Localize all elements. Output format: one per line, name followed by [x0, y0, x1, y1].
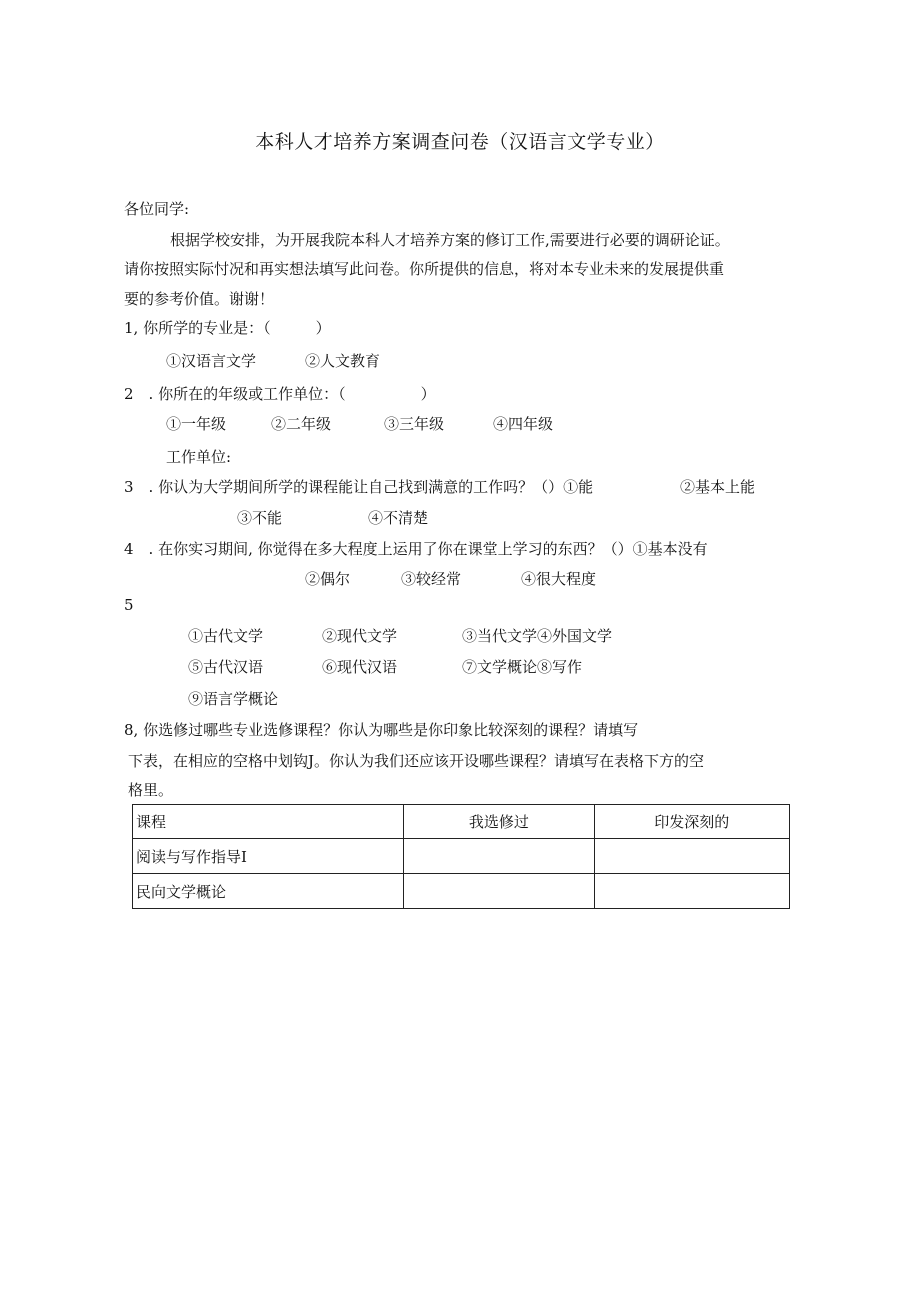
q4-option-2: ②偶尔	[305, 570, 351, 588]
q3-option-2: ②基本上能	[680, 478, 756, 496]
q2-option-1: ①一年级	[166, 415, 227, 433]
q2-option-4: ④四年级	[493, 415, 554, 433]
impressive-checkbox-cell[interactable]	[594, 874, 789, 909]
q3-option-3: ③不能	[237, 509, 283, 527]
q5-option-9: ⑨语言学概论	[188, 690, 279, 708]
taken-checkbox-cell[interactable]	[404, 874, 594, 909]
q5-option-3-4: ③当代文学④外国文学	[462, 627, 613, 645]
question-1: 1, 你所学的专业是：（ ）	[124, 319, 331, 337]
greeting: 各位同学:	[124, 200, 190, 218]
q1-option-1: ①汉语言文学	[166, 352, 257, 370]
q2-work-unit-label: 工作单位:	[166, 448, 232, 466]
impressive-checkbox-cell[interactable]	[594, 839, 789, 874]
q2-option-3: ③三年级	[384, 415, 445, 433]
q5-option-6: ⑥现代汉语	[322, 658, 398, 676]
taken-checkbox-cell[interactable]	[404, 839, 594, 874]
question-8-line-3: 格里。	[128, 781, 174, 799]
q3-option-4: ④不清楚	[368, 509, 429, 527]
q4-option-4: ④很大程度	[521, 570, 597, 588]
q4-option-3: ③较经常	[401, 570, 462, 588]
question-8-line-2: 下表，在相应的空格中划钩J。你认为我们还应该开设哪些课程？请填写在表格下方的空	[128, 752, 705, 770]
q2-option-2: ②二年级	[271, 415, 332, 433]
q1-option-2: ②人文教育	[305, 352, 381, 370]
table-header-row	[133, 805, 790, 839]
intro-line-3: 要的参考价值。谢谢！	[124, 290, 275, 308]
course-name-cell: 阅读与写作指导I	[133, 839, 404, 874]
q5-option-1: ①古代文学	[188, 627, 264, 645]
table-row	[133, 839, 790, 874]
course-name-cell: 民向文学概论	[133, 874, 404, 909]
question-4: 4 . 在你实习期间, 你觉得在多大程度上运用了你在课堂上学习的东西？（）①基本没有	[124, 540, 708, 558]
header-impressive: 印发深刻的	[594, 805, 789, 839]
question-2: 2 . 你所在的年级或工作单位：（ ）	[124, 385, 436, 403]
question-8-line-1: 8, 你选修过哪些专业选修课程？你认为哪些是你印象比较深刻的课程？请填写	[124, 721, 639, 739]
document-title: 本科人才培养方案调查问卷（汉语言文学专业）	[255, 131, 665, 153]
q5-option-2: ②现代文学	[322, 627, 398, 645]
question-3: 3 . 你认为大学期间所学的课程能让自己找到满意的工作吗？（）①能	[124, 478, 594, 496]
q5-option-5: ⑤古代汉语	[188, 658, 264, 676]
intro-line-1: 根据学校安排，为开展我院本科人才培养方案的修订工作,需要进行必要的调研论证。	[170, 231, 730, 249]
course-table	[132, 804, 790, 909]
q5-option-7-8: ⑦文学概论⑧写作	[462, 658, 583, 676]
header-taken: 我选修过	[404, 805, 594, 839]
intro-line-2: 请你按照实际忖况和再实想法填写此问卷。你所提供的信息，将对本专业未来的发展提供重	[124, 260, 725, 278]
question-5-number: 5	[124, 596, 134, 614]
table-row	[133, 874, 790, 909]
header-course: 课程	[133, 805, 404, 839]
